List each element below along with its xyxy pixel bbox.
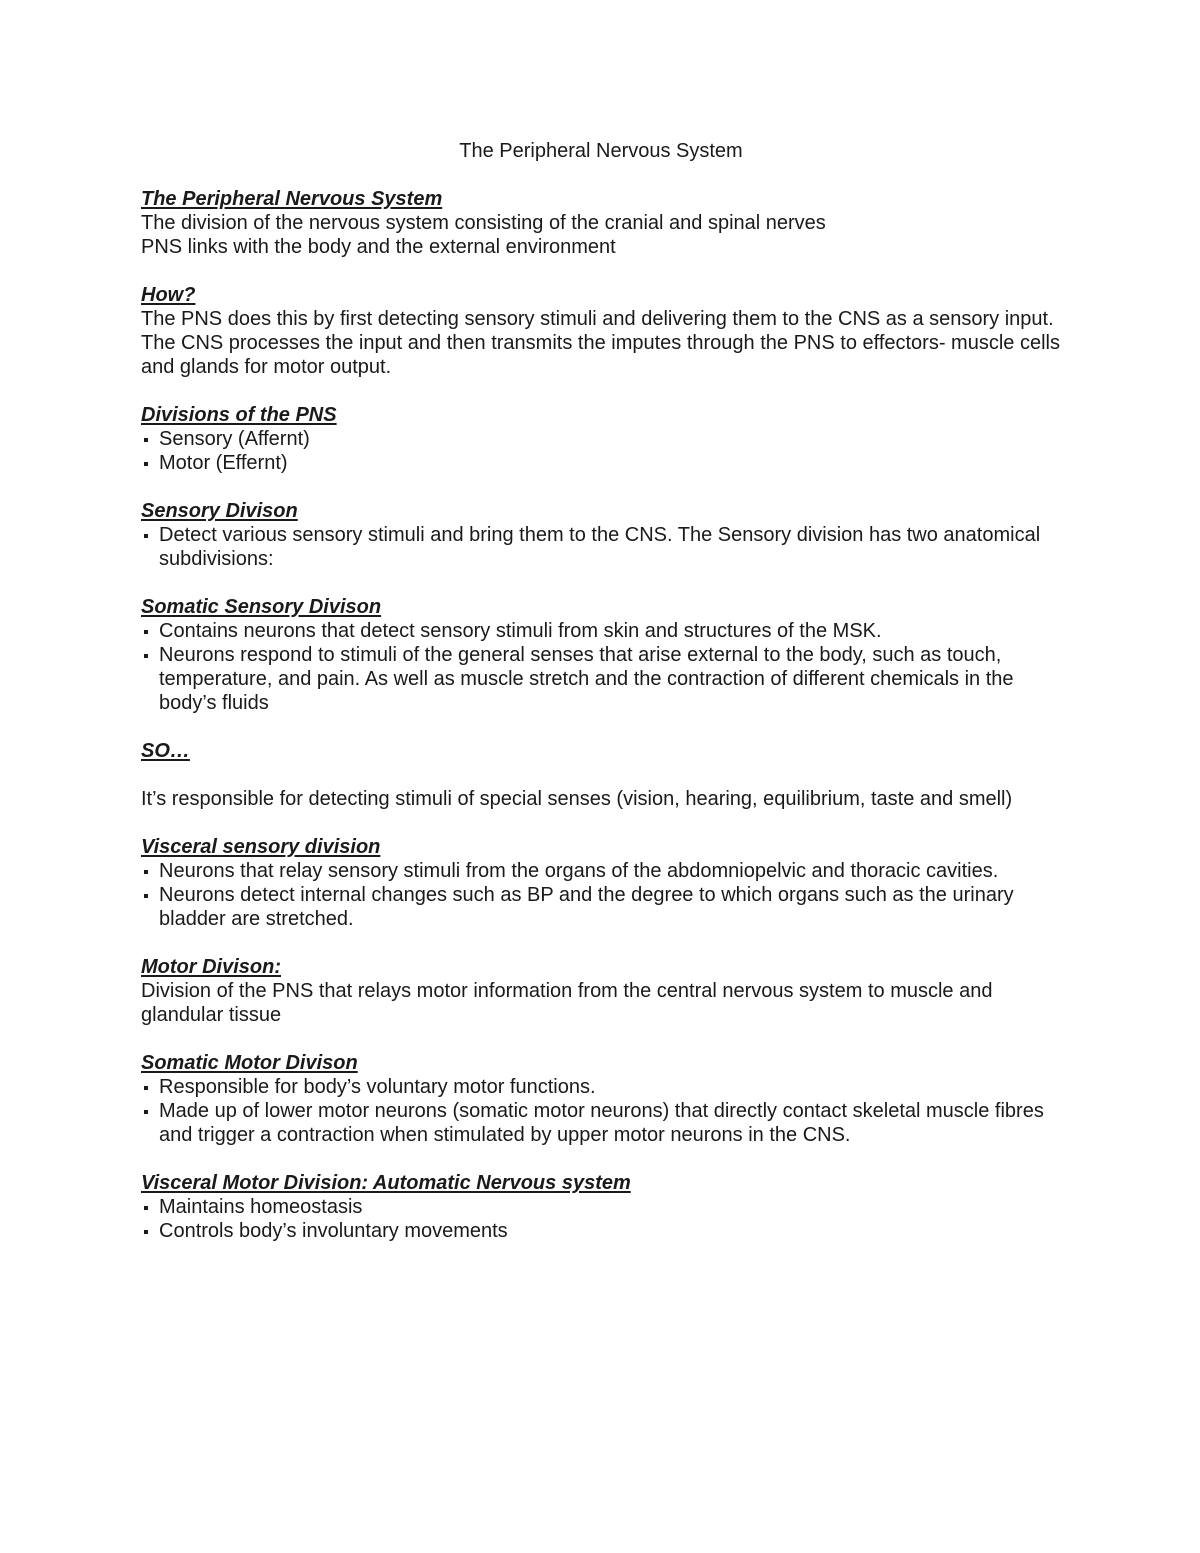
bullet-list <box>141 1195 1061 1243</box>
section-heading: Visceral Motor Division: Automatic Nervous system <box>141 1172 631 1194</box>
paragraph: The PNS does this by first detecting sensory stimuli and delivering them to the CNS as a sensory input. The CNS processes the input and then transmits the imputes through the PNS to effectors- muscle cells and glands for motor output. <box>141 308 1060 378</box>
list-item: Maintains homeostasis <box>141 1195 1061 1219</box>
list-item: Detect various sensory stimuli and bring them to the CNS. The Sensory division has two anatomical subdivisions: <box>141 523 1061 571</box>
section-heading: How? <box>141 284 196 306</box>
bullet-list <box>141 859 1061 931</box>
section-sensory <box>141 499 1061 571</box>
list-item: Neurons that relay sensory stimuli from the organs of the abdomniopelvic and thoracic cavities. <box>141 859 1061 883</box>
blank-line <box>141 763 1061 787</box>
paragraph: Division of the PNS that relays motor information from the central nervous system to muscle and glandular tissue <box>141 980 993 1026</box>
section-heading: Visceral sensory division <box>141 836 381 858</box>
bullet-list <box>141 427 1061 475</box>
section-how <box>141 283 1061 379</box>
section-somatic-sensory <box>141 595 1061 715</box>
section-so <box>141 739 1061 811</box>
document-page <box>141 139 1061 1267</box>
list-item: Controls body’s involuntary movements <box>141 1219 1061 1243</box>
list-item: Motor (Effernt) <box>141 451 1061 475</box>
list-item: Made up of lower motor neurons (somatic motor neurons) that directly contact skeletal muscle fibres and trigger a contraction when stimulated by upper motor neurons in the CNS. <box>141 1099 1061 1147</box>
section-heading: Divisions of the PNS <box>141 404 337 426</box>
section-heading: SO… <box>141 740 190 762</box>
list-item: Neurons detect internal changes such as BP and the degree to which organs such as the urinary bladder are stretched. <box>141 883 1061 931</box>
section-divisions <box>141 403 1061 475</box>
section-heading: Sensory Divison <box>141 500 298 522</box>
section-pns <box>141 187 1061 259</box>
text-line: PNS links with the body and the external environment <box>141 236 616 258</box>
section-heading: Somatic Sensory Divison <box>141 596 382 618</box>
list-item: Responsible for body’s voluntary motor functions. <box>141 1075 1061 1099</box>
section-visceral-motor <box>141 1171 1061 1243</box>
bullet-list <box>141 619 1061 715</box>
section-visceral-sensory <box>141 835 1061 931</box>
section-heading: Motor Divison: <box>141 956 281 978</box>
document-title: The Peripheral Nervous System <box>459 140 743 162</box>
list-item: Contains neurons that detect sensory stimuli from skin and structures of the MSK. <box>141 619 1061 643</box>
section-somatic-motor <box>141 1051 1061 1147</box>
section-heading: The Peripheral Nervous System <box>141 188 443 210</box>
section-motor <box>141 955 1061 1027</box>
bullet-list <box>141 523 1061 571</box>
paragraph: It’s responsible for detecting stimuli of special senses (vision, hearing, equilibrium, taste and smell) <box>141 788 1013 810</box>
list-item: Neurons respond to stimuli of the general senses that arise external to the body, such as touch, temperature, and pain. As well as muscle stretch and the contraction of different chemicals in the body’s fluids <box>141 643 1061 715</box>
list-item: Sensory (Affernt) <box>141 427 1061 451</box>
section-heading: Somatic Motor Divison <box>141 1052 358 1074</box>
bullet-list <box>141 1075 1061 1147</box>
text-line: The division of the nervous system consisting of the cranial and spinal nerves <box>141 212 826 234</box>
